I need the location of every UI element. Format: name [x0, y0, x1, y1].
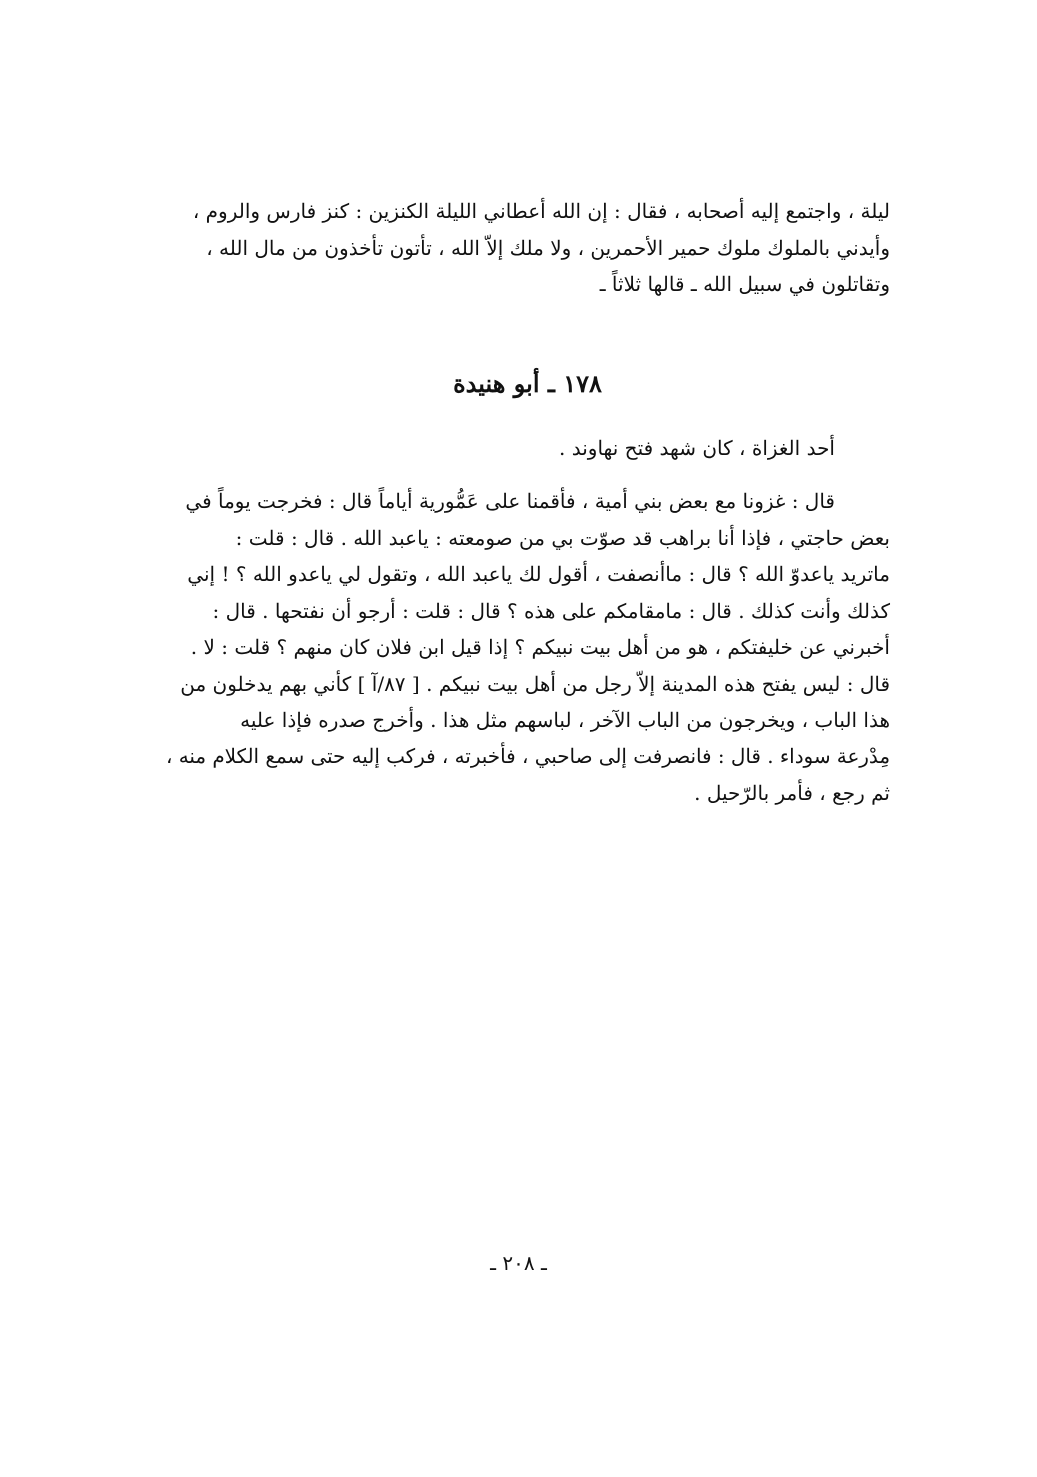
text-line: أحد الغزاة ، كان شهد فتح نهاوند . — [559, 436, 835, 460]
text-line: مِدْرعة سوداء . قال : فانصرفت إلى صاحبي ، فأخبرته ، فركب إليه حتى سمع الكلام منه ، — [166, 744, 890, 768]
page-number: ـ ٢٠٨ ـ — [490, 1251, 547, 1275]
previous-paragraph — [165, 193, 890, 303]
text-line: أخبرني عن خليفتكم ، هو من أهل بيت نبيكم ؟ إذا قيل ابن فلان كان منهم ؟ قلت : لا . — [190, 635, 890, 659]
text-line: بعض حاجتي ، فإذا أنا براهب قد صوّت بي من صومعته : ياعبد الله . قال : قلت : — [235, 525, 890, 550]
text-line: ثم رجع ، فأمر بالرّحيل . — [694, 781, 890, 805]
text-line: قال : ليس يفتح هذه المدينة إلاّ رجل من أهل بيت نبيكم . [ ٨٧/آ ] كأني بهم يدخلون من — [180, 671, 890, 696]
entry-intro — [165, 430, 890, 467]
text-line: كذلك وأنت كذلك . قال : مامقامكم على هذه ؟ قال : قلت : أرجو أن نفتحها . قال : — [212, 598, 890, 623]
entry-body — [165, 483, 890, 812]
text-line: وتقاتلون في سبيل الله ـ قالها ثلاثاً ـ — [599, 272, 890, 296]
text-line: هذا الباب ، ويخرجون من الباب الآخر ، لباسهم مثل هذا . وأخرج صدره فإذا عليه — [240, 708, 890, 732]
text-line: ليلة ، واجتمع إليه أصحابه ، فقال : إن الله أعطاني الليلة الكنزين : كنز فارس والروم ، — [192, 199, 890, 223]
text-line: قال : غزونا مع بعض بني أمية ، فأقمنا على عَمُّورية أياماً قال : فخرجت يوماً في — [185, 489, 835, 513]
entry-heading: ١٧٨ ـ أبو هنيدة — [453, 369, 602, 398]
text-line: ماتريد ياعدوّ الله ؟ قال : ماأنصفت ، أقول لك ياعبد الله ، وتقول لي ياعدو الله ؟ ! إني — [187, 562, 890, 586]
text-line: وأيدني بالملوك ملوك حمير الأحمرين ، ولا ملك إلاّ الله ، تأتون تأخذون من مال الله ، — [206, 235, 890, 260]
